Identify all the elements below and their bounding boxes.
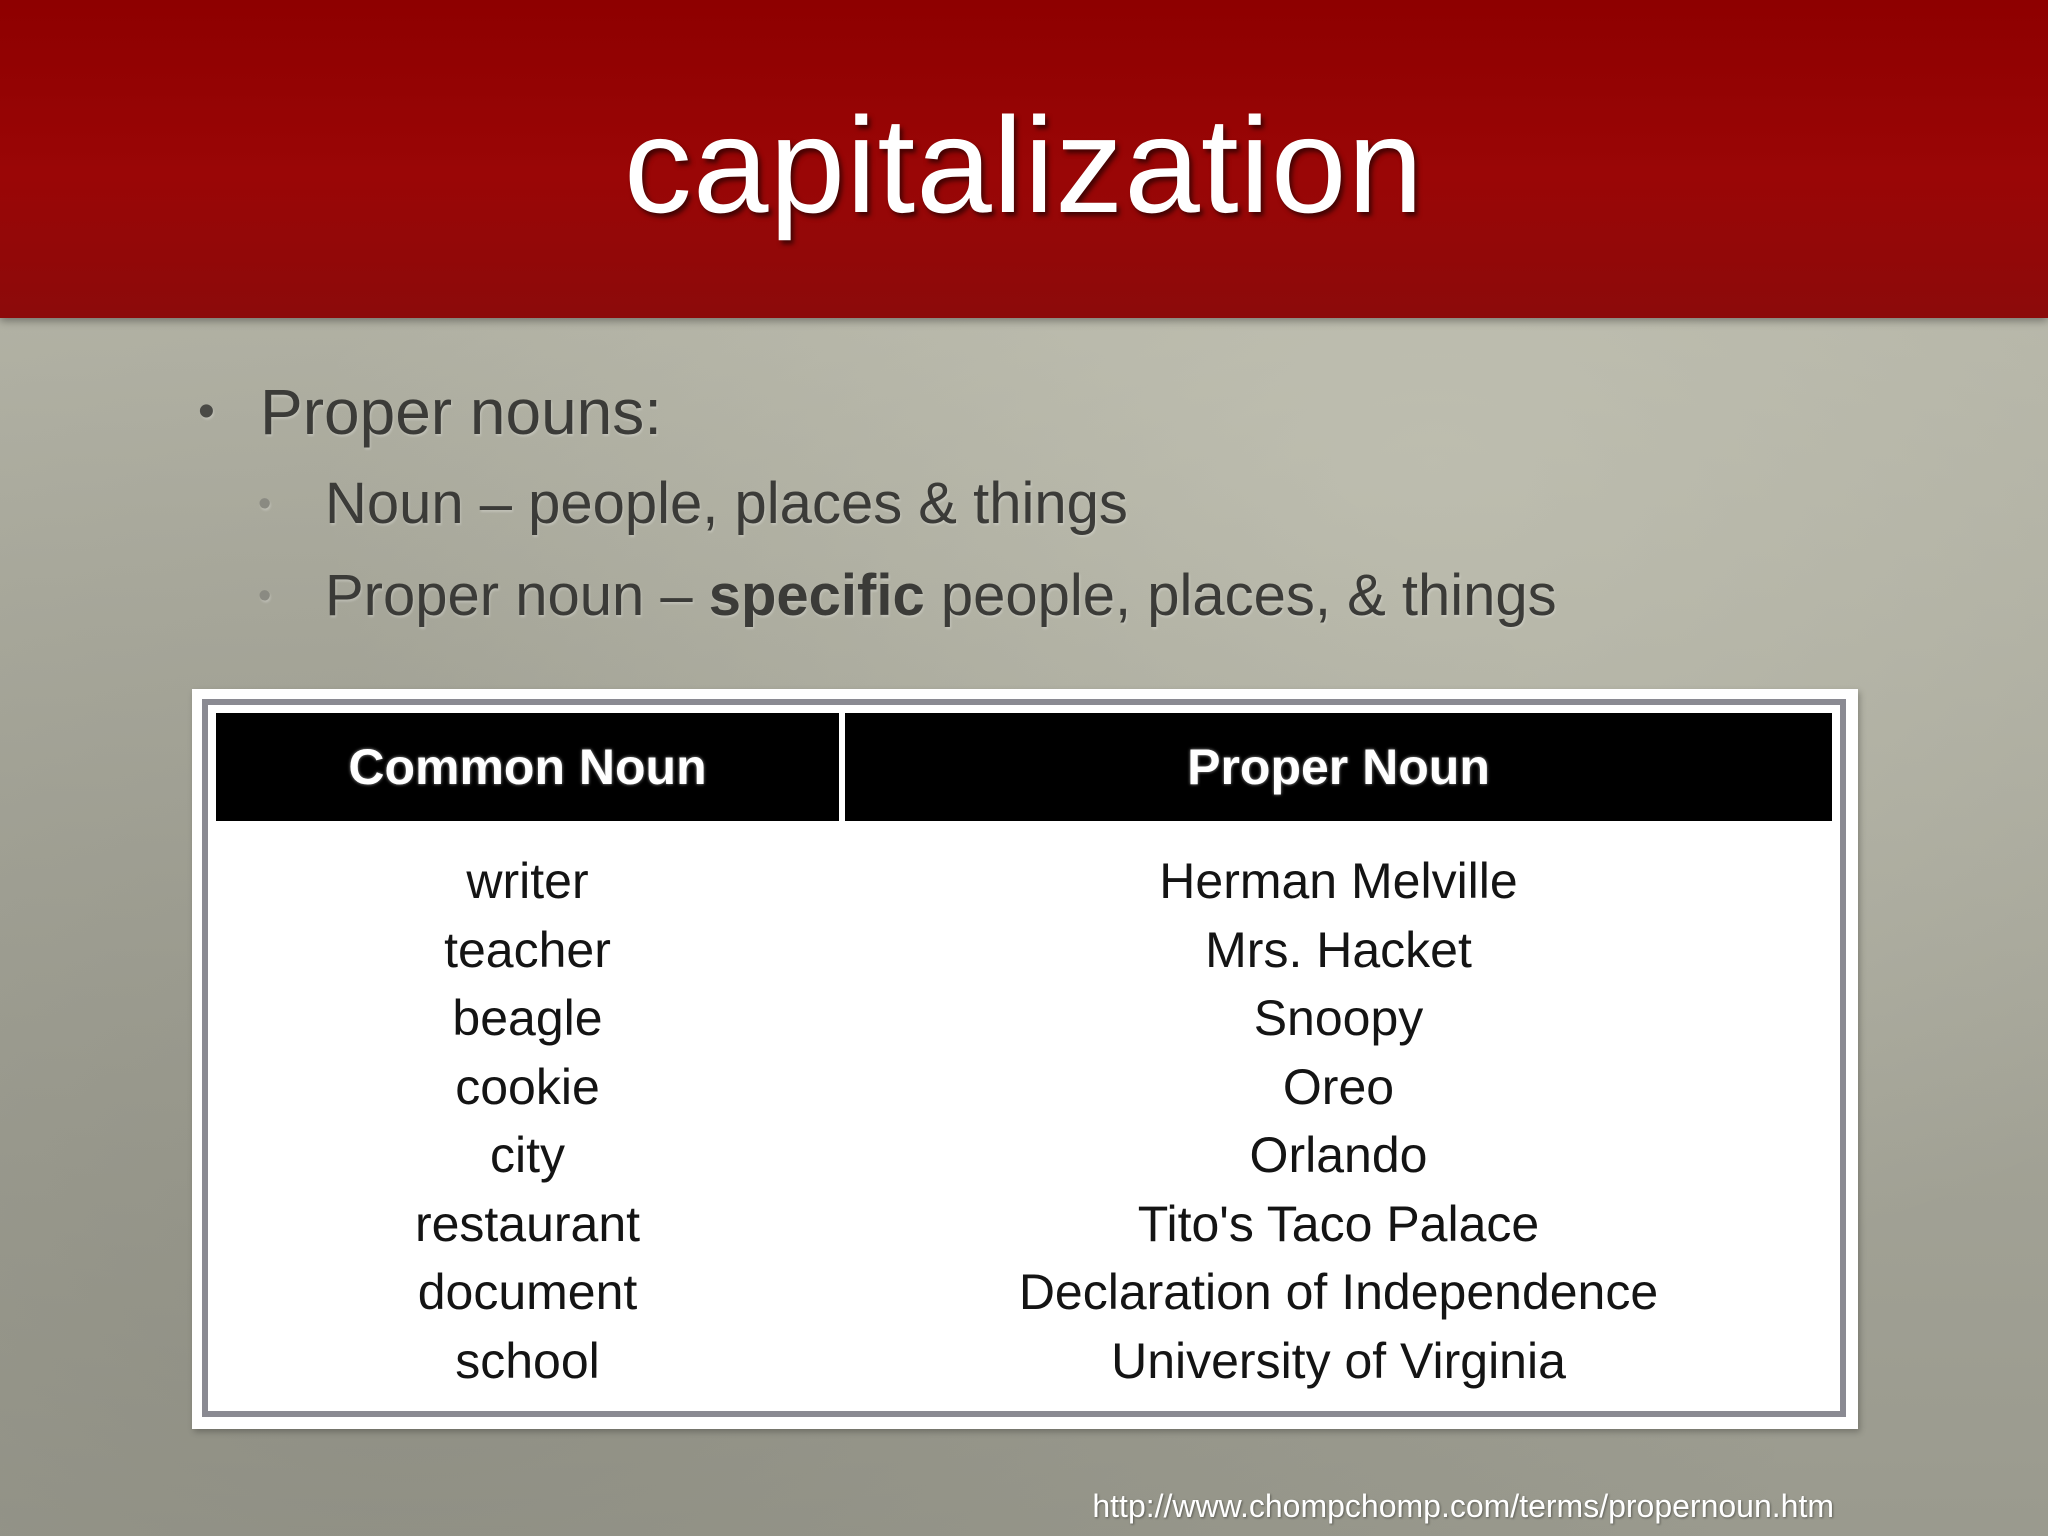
table-cell: school <box>455 1332 600 1389</box>
bullet-main-text: Proper nouns: <box>260 376 663 448</box>
slide-title: capitalization <box>623 89 1425 241</box>
bullet-list <box>190 370 1890 642</box>
table-cell: writer <box>466 853 589 909</box>
table-cell: Snoopy <box>1253 990 1424 1046</box>
sub-bullet-noun-text: Noun – people, places & things <box>325 471 1128 536</box>
table-cell: Orlando <box>1249 1127 1428 1183</box>
table-cell: Mrs. Hacket <box>1205 921 1472 978</box>
sub-bullet-proper-noun <box>190 550 1890 642</box>
source-url: http://www.chompchomp.com/terms/propernoun.htm <box>1092 1488 1834 1524</box>
table-header-row <box>216 713 1832 821</box>
sub-bullet-proper-bold: specific <box>708 563 925 628</box>
title-band <box>0 0 2048 318</box>
table-cell: beagle <box>452 990 603 1046</box>
common-noun-column <box>216 847 839 1395</box>
proper-noun-column <box>845 847 1832 1395</box>
header-common-noun: Common Noun <box>216 713 839 821</box>
table-cell: Oreo <box>1282 1058 1395 1115</box>
noun-table <box>192 689 1858 1429</box>
table-cell: document <box>417 1264 638 1320</box>
sub-bullet-dot-icon: • <box>258 483 272 525</box>
table-cell: Herman Melville <box>1159 853 1518 909</box>
sub-bullet-dot-icon: • <box>258 575 272 617</box>
table-body <box>216 847 1832 1395</box>
bullet-main <box>190 370 1890 454</box>
table-cell: Tito's Taco Palace <box>1137 1195 1540 1252</box>
table-cell: Declaration of Independence <box>1018 1264 1659 1320</box>
table-cell: University of Virginia <box>1111 1332 1566 1389</box>
header-proper-noun: Proper Noun <box>845 713 1832 821</box>
sub-bullet-proper-prefix: Proper noun – <box>325 563 709 628</box>
table-cell: city <box>490 1127 565 1183</box>
noun-table-frame <box>202 699 1846 1417</box>
sub-bullet-noun <box>190 458 1890 550</box>
table-cell: cookie <box>455 1058 600 1115</box>
bullet-dot-icon: • <box>198 385 215 438</box>
table-cell: teacher <box>444 921 611 978</box>
sub-bullet-proper-suffix: people, places, & things <box>924 563 1557 628</box>
table-cell: restaurant <box>414 1195 641 1252</box>
